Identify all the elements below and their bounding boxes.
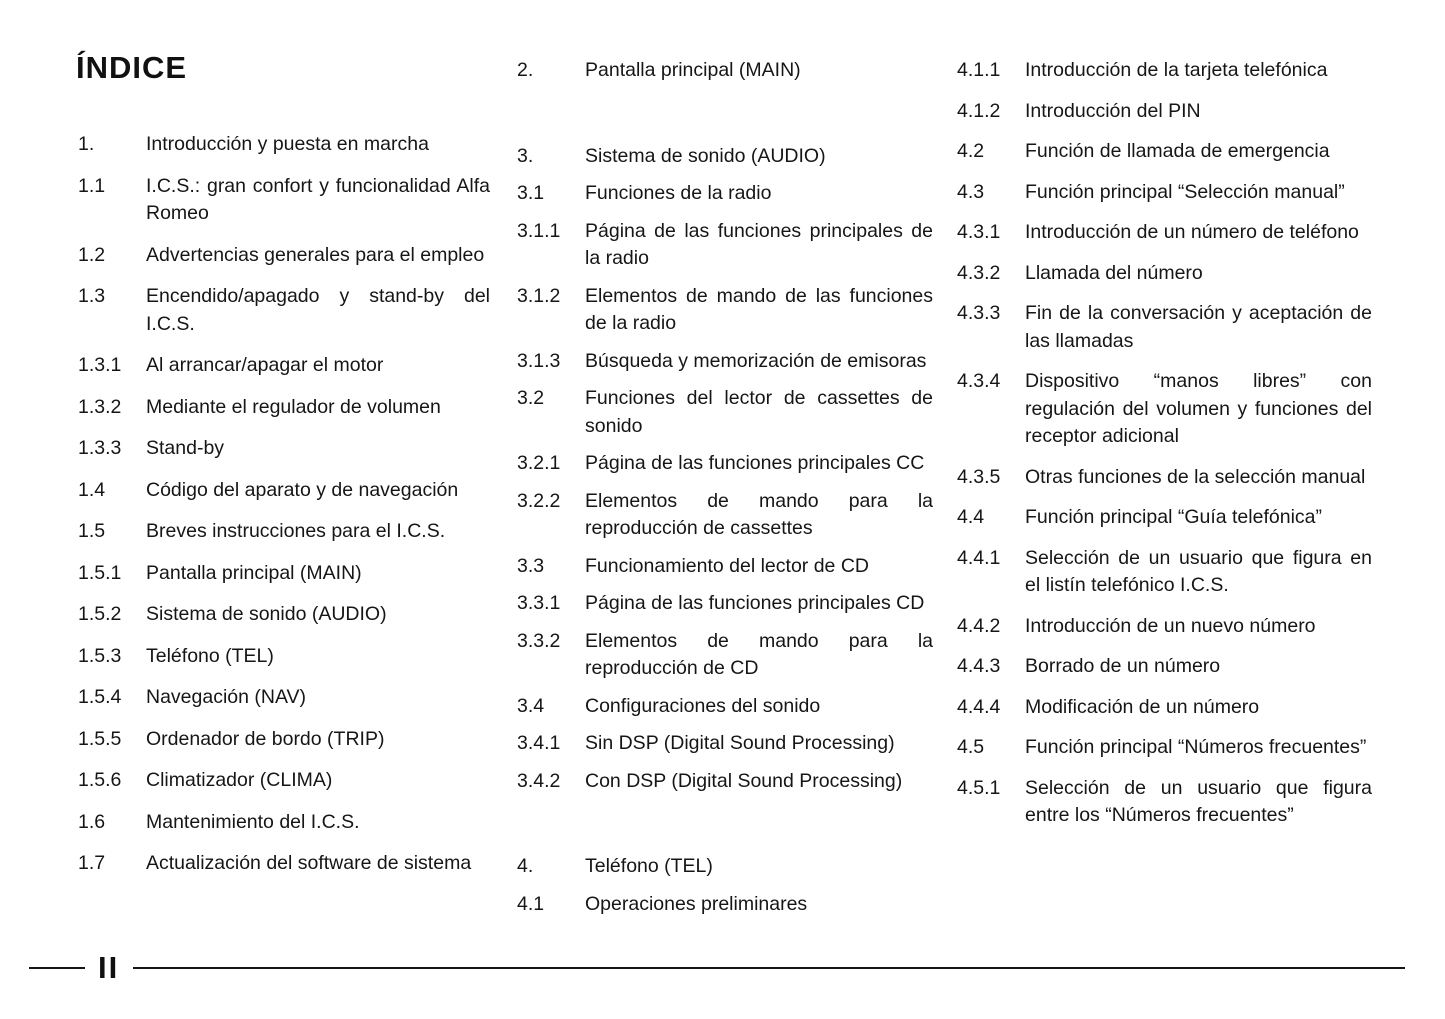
- toc-entry-text: Búsqueda y memorización de emisoras: [585, 349, 927, 372]
- toc-entry-number: 3.2: [517, 387, 545, 409]
- toc-entry: [517, 385, 933, 440]
- toc-entry: [78, 726, 490, 754]
- toc-entry: [517, 628, 933, 683]
- toc-entry-number: 2.: [517, 59, 534, 81]
- toc-entry-text: Breves instrucciones para el I.C.S.: [146, 520, 446, 542]
- toc-entry-text: Página de las funciones principales de la radio: [585, 219, 933, 269]
- toc-entry: [957, 734, 1372, 762]
- toc-entry: [78, 242, 490, 270]
- toc-entry-number: 4.4.4: [957, 695, 1001, 718]
- toc-block: [517, 853, 933, 928]
- toc-entry-text: Función principal “Guía telefónica”: [1025, 506, 1322, 528]
- toc-entry-number: 1.6: [78, 810, 106, 833]
- toc-entry-text: Advertencias generales para el empleo: [146, 243, 485, 266]
- toc-entry-text: Página de las funciones principales CC: [585, 452, 925, 474]
- toc-entry-number: 4.3.4: [957, 370, 1001, 392]
- toc-entry: [957, 464, 1372, 492]
- toc-entry-text: Código del aparato y de navegación: [146, 478, 459, 501]
- toc-entry: [517, 693, 933, 721]
- toc-entry-number: 1.5.3: [78, 644, 122, 667]
- toc-entry-text: Introducción de la tarjeta telefónica: [1025, 59, 1328, 81]
- toc-entry: [517, 891, 933, 919]
- toc-entry-text: Sistema de sonido (AUDIO): [146, 603, 387, 625]
- toc-entry-number: 1.3: [78, 285, 106, 307]
- toc-entry: [957, 300, 1372, 355]
- toc-entry-text: Navegación (NAV): [146, 686, 307, 708]
- toc-entry: [517, 553, 933, 581]
- toc-entry-number: 3.1.1: [517, 219, 561, 242]
- toc-entry: [78, 767, 490, 795]
- toc-entry-number: 1.5.5: [78, 727, 122, 750]
- toc-entry-number: 4.5: [957, 736, 985, 758]
- toc-entry-number: 4.2: [957, 140, 985, 162]
- toc-entry: [78, 394, 490, 422]
- toc-entry: [78, 477, 490, 505]
- toc-entry-number: 1.5.1: [78, 561, 122, 584]
- toc-entry: [78, 435, 490, 463]
- toc-entry: [78, 809, 490, 837]
- toc-entry-text: Pantalla principal (MAIN): [146, 561, 362, 584]
- toc-entry-text: Función principal “Números frecuentes”: [1025, 736, 1367, 758]
- footer-rule-right: [133, 967, 1405, 969]
- toc-entry-text: Teléfono (TEL): [585, 855, 713, 877]
- toc-entry-number: 4.4.2: [957, 614, 1001, 637]
- toc-entry-number: 1.5.4: [78, 686, 122, 708]
- page-number: II: [98, 950, 120, 985]
- toc-entry-text: Fin de la conversación y aceptación de las llamadas: [1025, 302, 1372, 352]
- toc-entry: [78, 601, 490, 629]
- toc-entry: [957, 653, 1372, 681]
- toc-entry: [78, 560, 490, 588]
- toc-entry: [957, 368, 1372, 451]
- toc-entry-text: Funcionamiento del lector de CD: [585, 554, 869, 577]
- toc-entry-number: 3.4.2: [517, 769, 561, 792]
- toc-entry: [957, 545, 1372, 600]
- toc-entry: [517, 450, 933, 478]
- toc-entry-text: Página de las funciones principales CD: [585, 592, 925, 614]
- toc-entry: [517, 590, 933, 618]
- toc-entry: [957, 260, 1372, 288]
- toc-entry: [517, 488, 933, 543]
- page-title: ÍNDICE: [76, 50, 188, 85]
- toc-entry: [517, 348, 933, 376]
- toc-entry: [957, 219, 1372, 247]
- toc-entry-text: Mediante el regulador de volumen: [146, 395, 441, 418]
- toc-entry: [517, 283, 933, 338]
- toc-entry: [957, 138, 1372, 166]
- toc-entry-number: 1.3.2: [78, 395, 122, 418]
- toc-entry-text: Pantalla principal (MAIN): [585, 59, 801, 81]
- toc-entry-text: Encendido/apagado y stand-by del I.C.S.: [146, 285, 490, 335]
- toc-entry-number: 3.1: [517, 182, 545, 204]
- toc-entry-number: 4.3.3: [957, 302, 1001, 324]
- toc-entry-text: Actualización del software de sistema: [146, 852, 472, 874]
- toc-entry-text: Stand-by: [146, 437, 225, 459]
- toc-entry: [78, 173, 490, 228]
- toc-entry: [78, 684, 490, 712]
- toc-entry-number: 3.: [517, 144, 534, 167]
- toc-entry: [78, 643, 490, 671]
- page-footer: [0, 950, 1445, 986]
- toc-block: [517, 143, 933, 806]
- toc-entry-number: 1.5.2: [78, 603, 122, 625]
- toc-entry: [957, 179, 1372, 207]
- toc-entry-number: 4.4: [957, 506, 985, 528]
- toc-entry: [957, 613, 1372, 641]
- toc-entry-number: 3.3: [517, 554, 545, 577]
- toc-entry-text: Modificación de un número: [1025, 695, 1260, 718]
- toc-entry: [517, 180, 933, 208]
- toc-entry: [957, 694, 1372, 722]
- toc-entry-number: 4.1.2: [957, 99, 1001, 122]
- toc-entry: [957, 775, 1372, 830]
- toc-block: [517, 57, 933, 95]
- toc-entry-text: Introducción y puesta en marcha: [146, 133, 429, 155]
- toc-entry-text: Introducción de un nuevo número: [1025, 614, 1316, 637]
- toc-entry-text: Elementos de mando para la reproducción de CD: [585, 629, 933, 679]
- toc-entry-text: Con DSP (Digital Sound Processing): [585, 769, 903, 792]
- toc-entry-number: 3.3.1: [517, 592, 561, 614]
- toc-entry-text: Función principal “Selección manual”: [1025, 180, 1345, 203]
- toc-entry: [78, 283, 490, 338]
- toc-entry-text: Funciones del lector de cassettes de sonido: [585, 387, 933, 437]
- toc-entry-number: 1.4: [78, 478, 106, 501]
- toc-entry-number: 4.3.1: [957, 221, 1001, 243]
- toc-block: [78, 131, 490, 892]
- toc-entry: [517, 730, 933, 758]
- toc-entry-number: 4.3: [957, 180, 985, 203]
- toc-entry: [517, 218, 933, 273]
- toc-column-2: [517, 57, 933, 928]
- toc-entry-text: Selección de un usuario que figura en el listín telefónico I.C.S.: [1025, 546, 1372, 596]
- toc-entry-number: 3.4.1: [517, 732, 561, 754]
- toc-column-3: [957, 57, 1372, 843]
- toc-entry-number: 3.2.2: [517, 489, 561, 512]
- toc-entry-text: Ordenador de bordo (TRIP): [146, 727, 385, 750]
- toc-entry-number: 4.4.3: [957, 655, 1001, 677]
- toc-entry: [517, 57, 933, 85]
- toc-entry-text: Llamada del número: [1025, 261, 1203, 284]
- toc-entry: [78, 850, 490, 878]
- toc-entry-text: Elementos de mando para la reproducción de cassettes: [585, 489, 933, 539]
- toc-entry-text: Sistema de sonido (AUDIO): [585, 144, 826, 167]
- toc-column-1: [78, 131, 490, 892]
- toc-entry: [78, 352, 490, 380]
- toc-entry-number: 4.1: [517, 892, 545, 915]
- toc-entry-text: Selección de un usuario que figura entre los “Números frecuentes”: [1025, 776, 1372, 826]
- toc-entry-text: Teléfono (TEL): [146, 644, 274, 667]
- toc-entry-number: 3.4: [517, 694, 545, 717]
- toc-entry-text: Al arrancar/apagar el motor: [146, 354, 384, 376]
- toc-entry: [957, 57, 1372, 85]
- toc-entry-number: 1.1: [78, 174, 106, 197]
- toc-entry-text: Otras funciones de la selección manual: [1025, 465, 1366, 488]
- toc-entry-number: 4.3.2: [957, 261, 1001, 284]
- toc-entry-text: Introducción del PIN: [1025, 99, 1201, 122]
- footer-rule-left: [29, 967, 85, 969]
- toc-entry-text: Dispositivo “manos libres” con regulación del volumen y funciones del receptor adicional: [1025, 370, 1372, 447]
- toc-entry: [517, 853, 933, 881]
- toc-entry-number: 4.1.1: [957, 59, 1001, 81]
- toc-entry-text: I.C.S.: gran confort y funcionalidad Alfa Romeo: [146, 174, 490, 224]
- toc-entry-number: 4.: [517, 855, 534, 877]
- toc-entry: [78, 518, 490, 546]
- toc-entry-number: 1.: [78, 133, 95, 155]
- toc-entry-number: 3.2.1: [517, 452, 561, 474]
- toc-entry-text: Borrado de un número: [1025, 655, 1221, 677]
- toc-entry-text: Operaciones preliminares: [585, 892, 808, 915]
- toc-entry-number: 4.5.1: [957, 776, 1001, 799]
- toc-entry-text: Climatizador (CLIMA): [146, 769, 333, 791]
- toc-entry-number: 1.2: [78, 243, 106, 266]
- toc-entry-text: Elementos de mando de las funciones de la radio: [585, 284, 933, 334]
- toc-entry: [517, 143, 933, 171]
- toc-entry-number: 1.3.3: [78, 437, 122, 459]
- toc-entry-number: 1.3.1: [78, 354, 122, 376]
- toc-entry-text: Sin DSP (Digital Sound Processing): [585, 732, 895, 754]
- toc-entry: [957, 504, 1372, 532]
- toc-entry-number: 3.3.2: [517, 629, 561, 652]
- toc-entry-number: 1.5: [78, 520, 106, 542]
- toc-entry-text: Funciones de la radio: [585, 182, 772, 204]
- toc-entry-number: 3.1.3: [517, 349, 561, 372]
- toc-entry-number: 4.3.5: [957, 465, 1001, 488]
- toc-entry-text: Configuraciones del sonido: [585, 694, 821, 717]
- toc-entry-text: Función de llamada de emergencia: [1025, 140, 1330, 162]
- toc-entry: [517, 768, 933, 796]
- toc-entry-text: Mantenimiento del I.C.S.: [146, 810, 360, 833]
- toc-entry: [78, 131, 490, 159]
- toc-entry-number: 1.7: [78, 852, 106, 874]
- toc-entry-number: 4.4.1: [957, 546, 1001, 569]
- toc-entry-number: 3.1.2: [517, 284, 561, 307]
- toc-entry-number: 1.5.6: [78, 769, 122, 791]
- toc-entry: [957, 98, 1372, 126]
- toc-entry-text: Introducción de un número de teléfono: [1025, 221, 1359, 243]
- toc-block: [957, 57, 1372, 843]
